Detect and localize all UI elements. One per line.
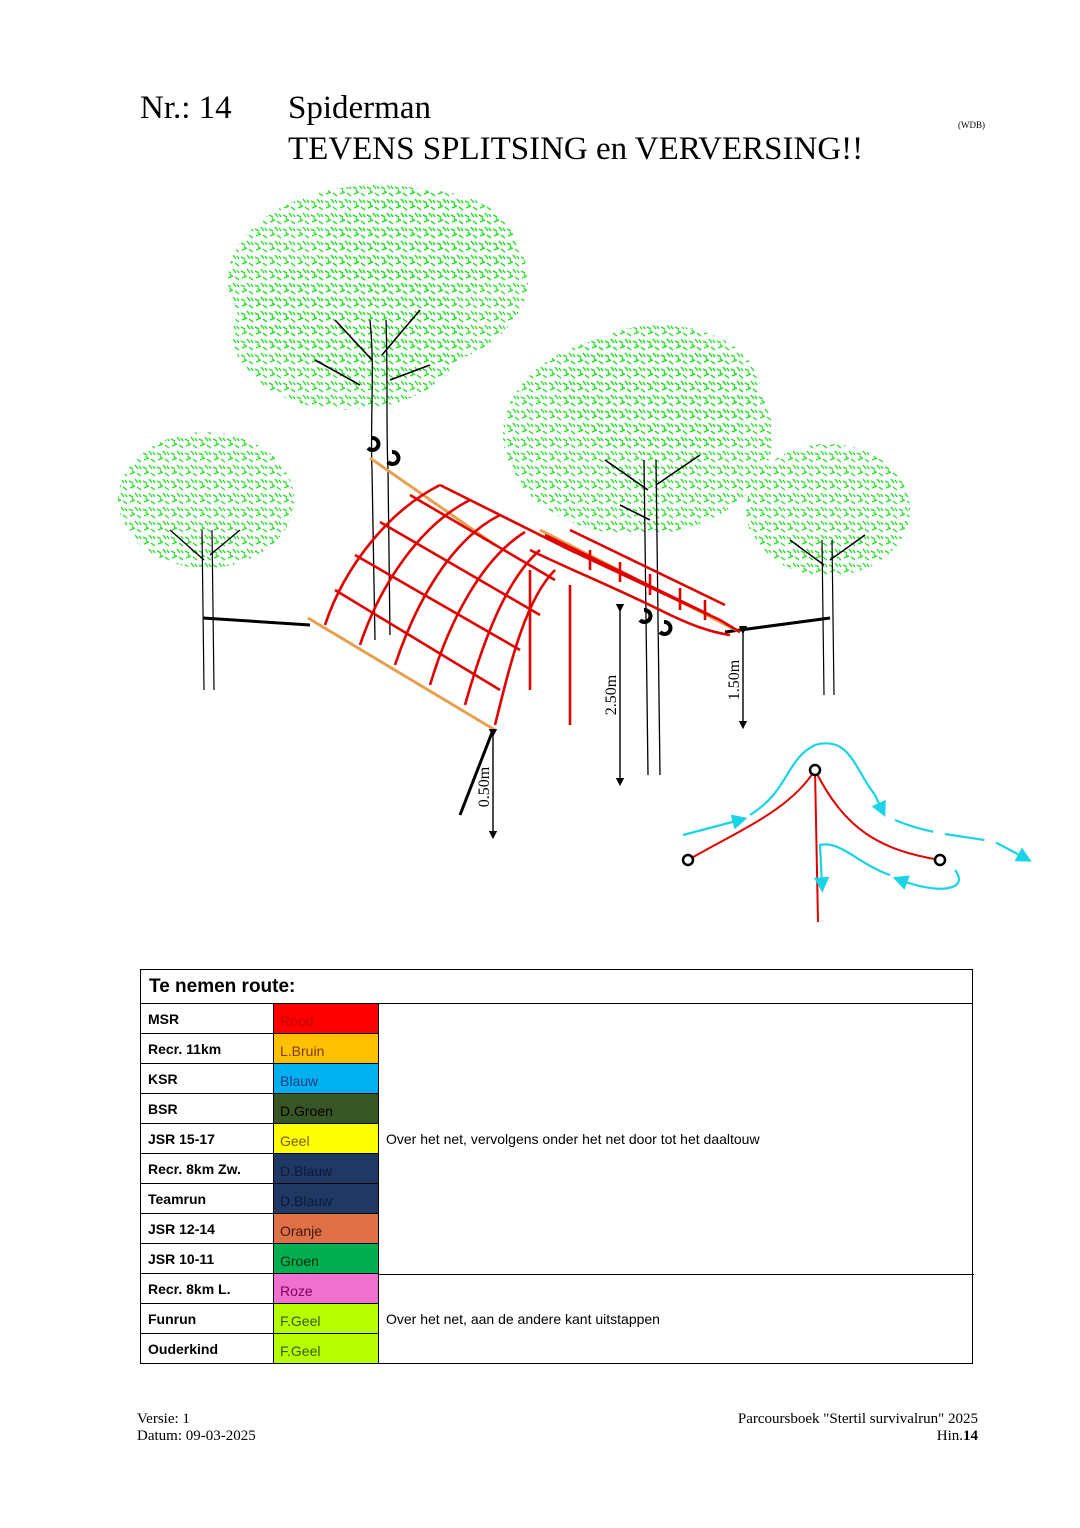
route-group-1-description: Over het net, vervolgens onder het net door tot het daaltouw: [386, 1131, 760, 1147]
tree-crowns: [118, 185, 910, 576]
route-row: [141, 1064, 379, 1094]
route-row-color: L.Bruin: [274, 1034, 379, 1064]
route-row: [141, 1124, 379, 1154]
obstacle-illustration: [100, 170, 1040, 940]
route-row-color: F.Geel: [274, 1304, 379, 1334]
route-row-color: Rood: [274, 1004, 379, 1034]
route-row: [141, 1274, 379, 1304]
footer-book-title: Parcoursboek "Stertil survivalrun" 2025: [737, 1411, 978, 1427]
route-row-color: D.Groen: [274, 1094, 379, 1124]
route-row-color: Roze: [274, 1274, 379, 1304]
route-row-color: Geel: [274, 1124, 379, 1154]
footer-page: [738, 1428, 978, 1445]
route-table: [140, 969, 973, 1364]
dimension-label-250: 2.50m: [603, 674, 620, 716]
route-row: [141, 1004, 379, 1034]
route-row-name: MSR: [141, 1004, 274, 1034]
dimension-label-150: 1.50m: [726, 659, 743, 701]
footer-date: Datum: 09-03-2025: [137, 1428, 256, 1444]
group-divider: [379, 1274, 974, 1275]
route-row-color: Blauw: [274, 1064, 379, 1094]
route-row-color: F.Geel: [274, 1334, 379, 1364]
route-row-color: Groen: [274, 1244, 379, 1274]
route-table-header: Te nemen route:: [141, 970, 972, 1004]
footer-right: [738, 1411, 978, 1445]
route-row: [141, 1304, 379, 1334]
route-row-color: D.Blauw: [274, 1184, 379, 1214]
route-row-name: Ouderkind: [141, 1334, 274, 1364]
footer-left: [137, 1411, 256, 1445]
route-row-name: JSR 10-11: [141, 1244, 274, 1274]
route-row-name: JSR 15-17: [141, 1124, 274, 1154]
route-row-name: Funrun: [141, 1304, 274, 1334]
route-row-name: BSR: [141, 1094, 274, 1124]
obstacle-number: Nr.: 14: [140, 90, 232, 126]
route-row-name: JSR 12-14: [141, 1214, 274, 1244]
route-row: [141, 1184, 379, 1214]
route-row-name: Recr. 8km L.: [141, 1274, 274, 1304]
route-row: [141, 1334, 379, 1364]
route-group-2-description: Over het net, aan de andere kant uitstappen: [386, 1311, 660, 1327]
route-row: [141, 1154, 379, 1184]
route-row-name: Teamrun: [141, 1184, 274, 1214]
footer-page-number: 14: [963, 1428, 978, 1444]
footer-version: Versie: 1: [137, 1411, 190, 1427]
route-diagram: [683, 743, 1025, 922]
dimension-label-050: 0.50m: [476, 766, 493, 808]
route-row: [141, 1244, 379, 1274]
route-row-color: D.Blauw: [274, 1154, 379, 1184]
route-row: [141, 1094, 379, 1124]
route-row-name: Recr. 8km Zw.: [141, 1154, 274, 1184]
route-row-name: KSR: [141, 1064, 274, 1094]
author-tag: (WDB): [958, 120, 985, 130]
obstacle-name: Spiderman: [288, 90, 431, 126]
route-row-name: Recr. 11km: [141, 1034, 274, 1064]
obstacle-subtitle: TEVENS SPLITSING en VERVERSING!!: [288, 131, 864, 167]
route-row: [141, 1034, 379, 1064]
footer-page-prefix: Hin.: [936, 1428, 963, 1444]
route-row: [141, 1214, 379, 1244]
route-row-color: Oranje: [274, 1214, 379, 1244]
